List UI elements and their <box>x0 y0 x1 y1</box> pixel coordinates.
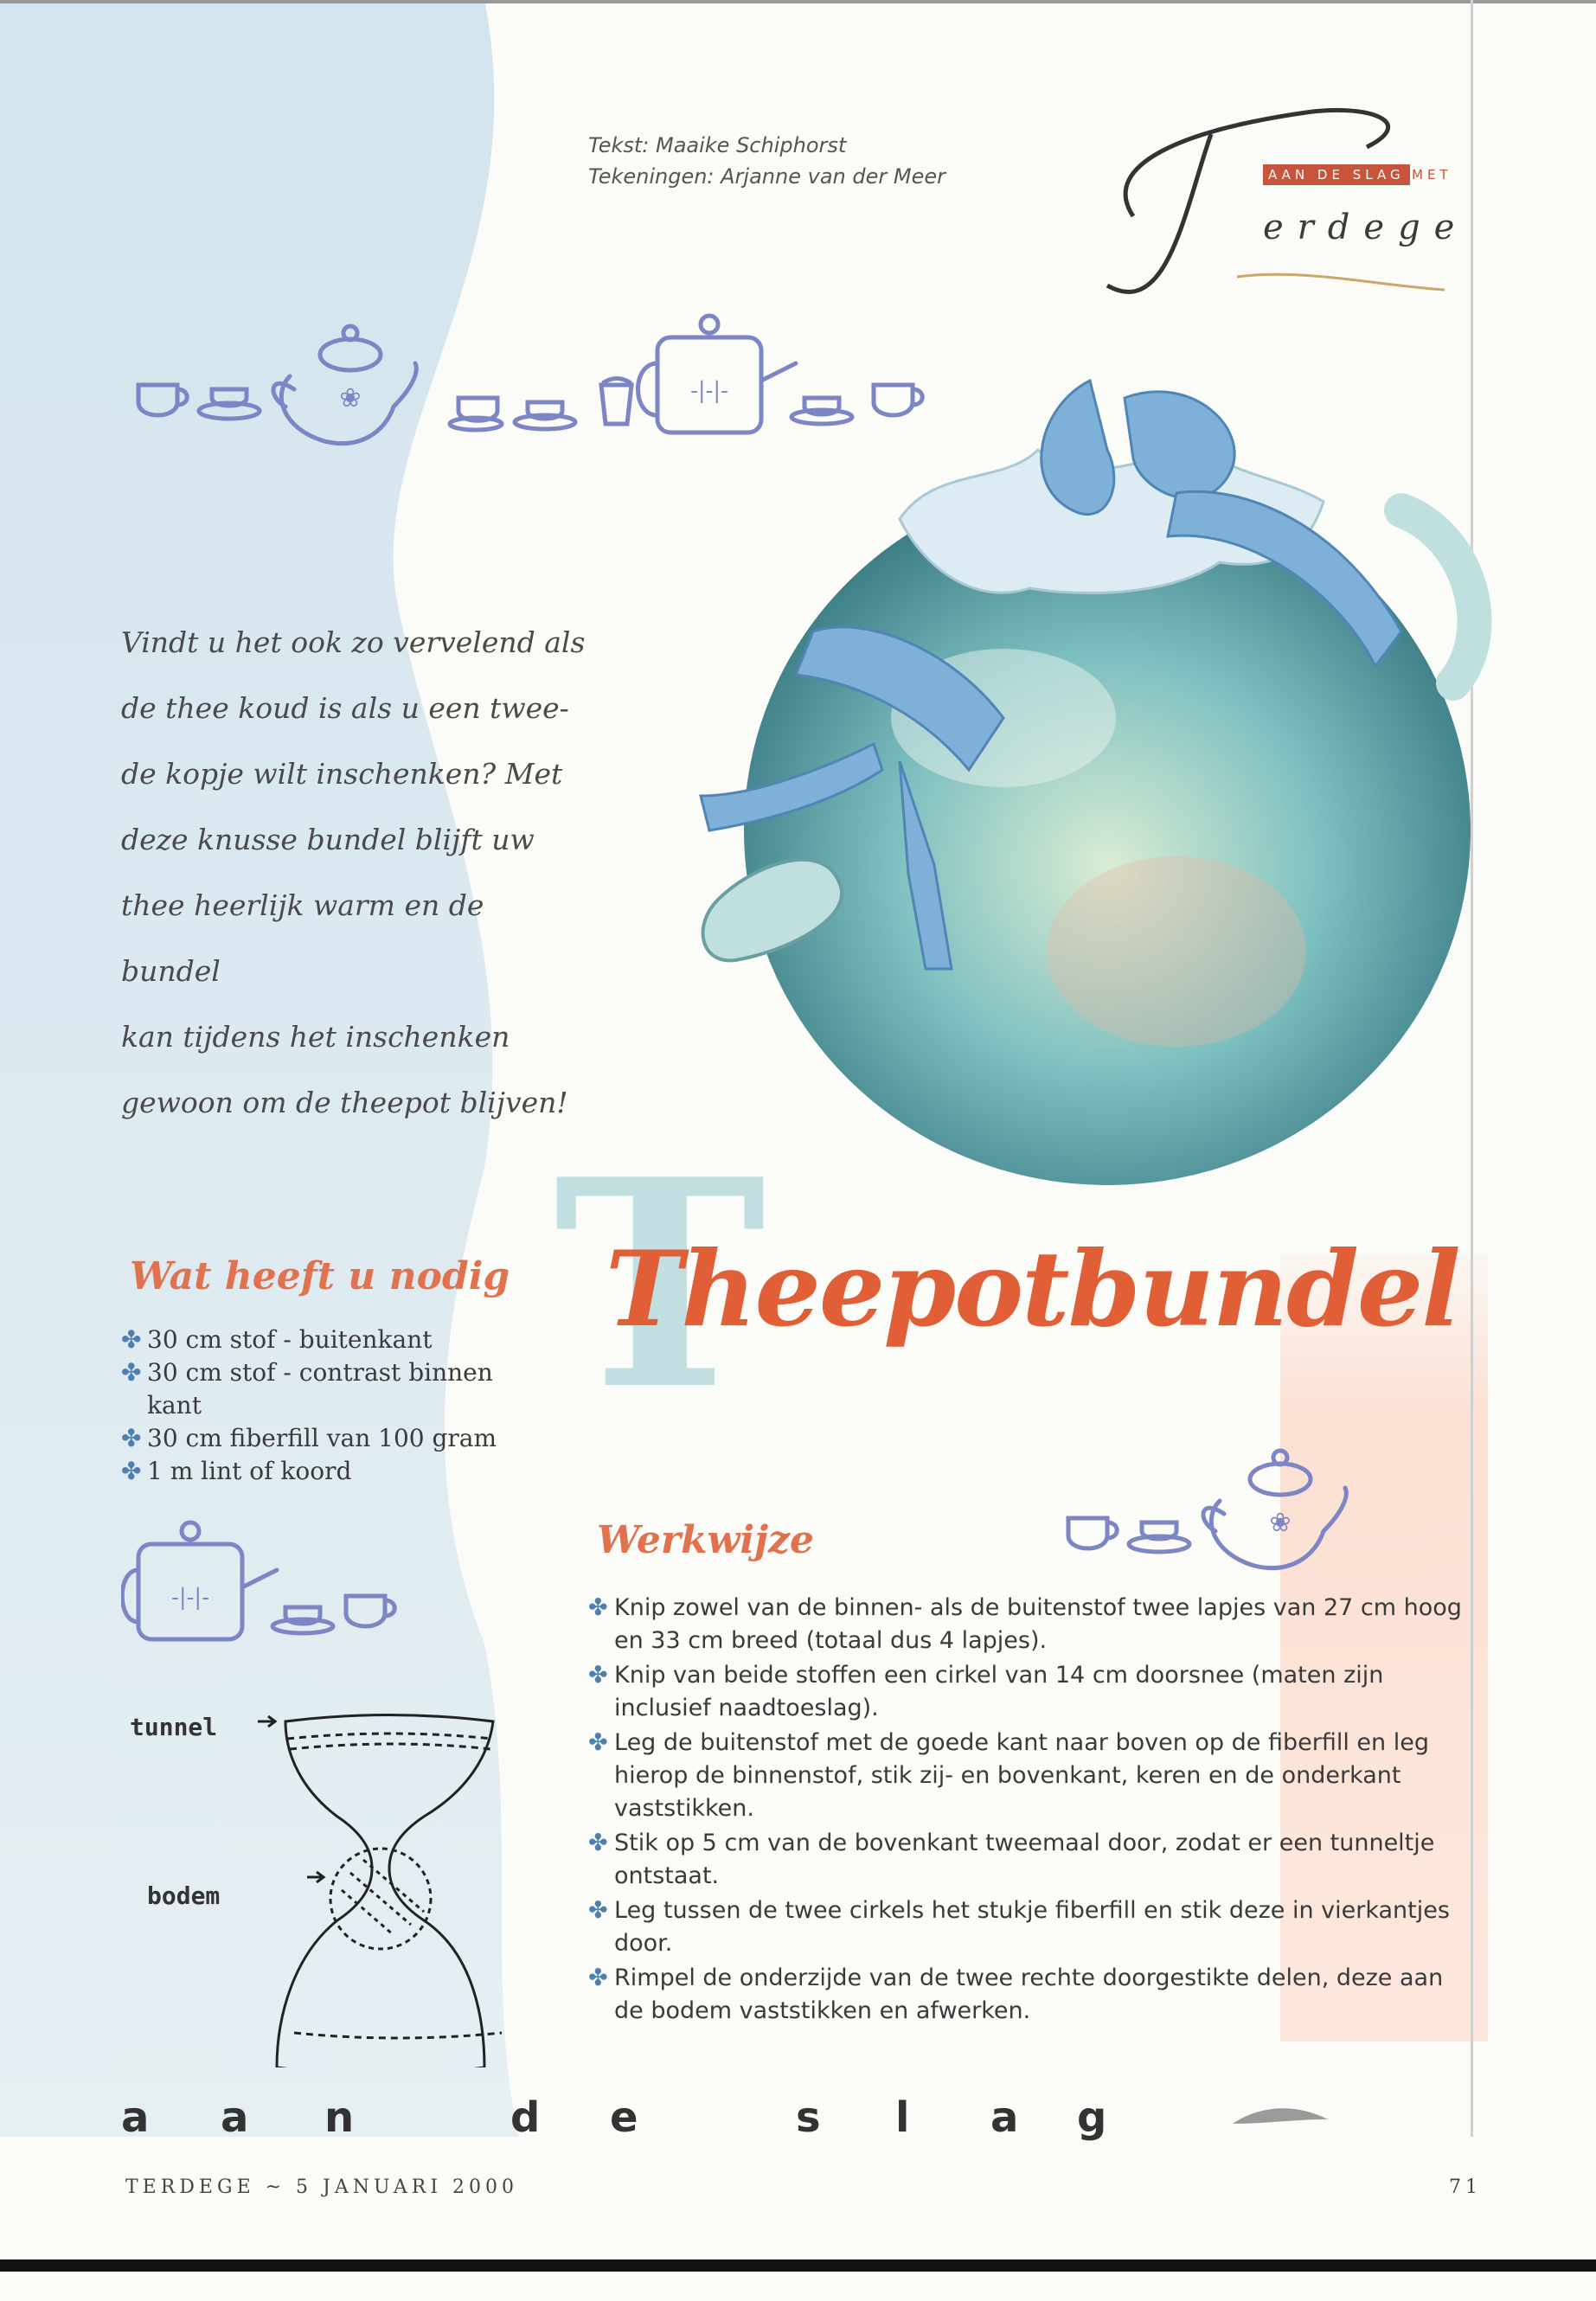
teapot-icon <box>122 1522 277 1639</box>
logo-word: erdege <box>1263 208 1469 247</box>
bullet-icon: ✤ <box>588 1965 608 1991</box>
svg-text:❀: ❀ <box>339 383 362 413</box>
spaced-letter: a <box>121 2093 150 2142</box>
cup-icon <box>346 1596 394 1626</box>
bullet-icon: ✤ <box>588 1594 608 1621</box>
page-number: 71 <box>1449 2176 1482 2198</box>
credit-text: Tekst: Maaike Schiphorst <box>588 133 847 157</box>
cup-icon <box>450 398 502 430</box>
bullet-icon: ✤ <box>588 1897 608 1924</box>
title-decorative-letter: T <box>554 1117 766 1452</box>
method-steps-list <box>588 1592 1479 2029</box>
list-item-text: Knip van beide stoffen een cirkel van 14 cm doorsnee (maten zijn inclusief naadtoeslag). <box>614 1662 1384 1721</box>
intro-line: thee heerlijk warm en de bundel <box>121 888 484 988</box>
logo-met: MET <box>1412 167 1452 183</box>
pattern-diagram <box>242 1704 519 2067</box>
method-heading: Werkwijze <box>597 1518 814 1562</box>
saucer-icon <box>199 389 260 419</box>
list-item-text: 1 m lint of koord <box>147 1457 352 1485</box>
list-item <box>121 1324 519 1356</box>
list-item-text: Leg tussen de twee cirkels het stukje fiberfill en stik deze in vierkantjes door. <box>614 1897 1450 1957</box>
list-item <box>121 1422 519 1455</box>
credit-drawings: Tekeningen: Arjanne van der Meer <box>588 164 945 189</box>
intro-line: de kopje wilt inschenken? Met <box>121 757 563 791</box>
page-title: Theepotbundel <box>606 1228 1459 1350</box>
arrow-icon <box>307 1872 324 1882</box>
spaced-letter: a <box>990 2093 1019 2142</box>
diagram-bodem-label: bodem <box>147 1881 221 1910</box>
list-item <box>588 1962 1479 2028</box>
jug-icon <box>601 379 631 425</box>
intro-line: gewoon om de theepot blijven! <box>121 1086 568 1119</box>
list-item <box>588 1592 1479 1657</box>
bullet-icon: ✤ <box>588 1729 608 1756</box>
bullet-icon: ✤ <box>121 1325 142 1354</box>
intro-line: deze knusse bundel blijft uw <box>121 823 535 856</box>
list-item <box>121 1455 519 1488</box>
saucer-icon <box>272 1607 333 1633</box>
list-item-text: 30 cm fiberfill van 100 gram <box>147 1424 497 1452</box>
bullet-icon: ✤ <box>121 1358 142 1387</box>
section-label-aan-de-slag <box>121 2093 1332 2154</box>
feather-icon <box>1228 2102 1332 2137</box>
spaced-letter: e <box>610 2093 638 2142</box>
list-item-text: 30 cm stof - buitenkant <box>147 1325 433 1354</box>
svg-text:-|-|-: -|-|- <box>690 378 728 404</box>
list-item-text: 30 cm stof - contrast binnen kant <box>147 1358 493 1420</box>
credits <box>588 130 945 192</box>
bullet-icon: ✤ <box>121 1457 142 1485</box>
intro-paragraph <box>121 610 588 1136</box>
teapot-icon <box>273 326 416 444</box>
tea-cozy-photo <box>640 346 1566 1246</box>
tea-set-sketch-small <box>121 1514 433 1652</box>
bullet-icon: ✤ <box>588 1662 608 1689</box>
svg-text:-|-|-: -|-|- <box>171 1585 209 1611</box>
saucer-icon <box>1129 1522 1189 1552</box>
terdege-logo <box>1081 95 1488 320</box>
list-item <box>588 1727 1479 1825</box>
bullet-icon: ✤ <box>588 1830 608 1856</box>
list-item <box>121 1356 519 1422</box>
bullet-icon: ✤ <box>121 1424 142 1452</box>
teapot-icon <box>1203 1451 1346 1568</box>
intro-line: kan tijdens het inschenken <box>121 1020 510 1054</box>
list-item-text: Leg de buitenstof met de goede kant naar boven op de fiberfill en leg hierop de binnenstof, stik zij- en bovenkant, keren en de onderkant vaststikken. <box>614 1729 1429 1822</box>
needs-list <box>121 1324 519 1488</box>
list-item <box>588 1894 1479 1960</box>
spaced-letter: n <box>324 2093 355 2142</box>
spaced-letter: a <box>221 2093 249 2142</box>
diagram-tunnel-label: tunnel <box>130 1713 218 1741</box>
list-item-text: Stik op 5 cm van de bovenkant tweemaal door, zodat er een tunneltje ontstaat. <box>614 1830 1435 1889</box>
svg-text:❀: ❀ <box>1269 1508 1292 1538</box>
spaced-letter: l <box>895 2093 910 2142</box>
list-item <box>588 1659 1479 1725</box>
spaced-letter: d <box>510 2093 541 2142</box>
list-item-text: Rimpel de onderzijde van de twee rechte doorgestikte delen, deze aan de bodem vaststikken en afwerken. <box>614 1965 1444 2024</box>
cup-icon <box>1068 1518 1117 1548</box>
list-item-text: Knip zowel van de binnen- als de buitenstof twee lapjes van 27 cm hoog en 33 cm breed (totaal dus 4 lapjes). <box>614 1594 1462 1654</box>
intro-line: de thee koud is als u een twee- <box>121 691 569 725</box>
needs-heading: Wat heeft u nodig <box>130 1254 510 1298</box>
footer-publication: TERDEGE ~ 5 JANUARI 2000 <box>125 2176 518 2198</box>
intro-line: Vindt u het ook zo vervelend als <box>121 625 586 659</box>
list-item <box>588 1827 1479 1893</box>
spaced-letter: s <box>796 2093 821 2142</box>
logo-badge: AAN DE SLAG <box>1263 164 1410 185</box>
cup-icon <box>138 385 187 415</box>
saucer-icon <box>515 402 575 429</box>
spaced-letter: g <box>1077 2093 1107 2142</box>
tea-set-sketch-right <box>1064 1427 1393 1574</box>
